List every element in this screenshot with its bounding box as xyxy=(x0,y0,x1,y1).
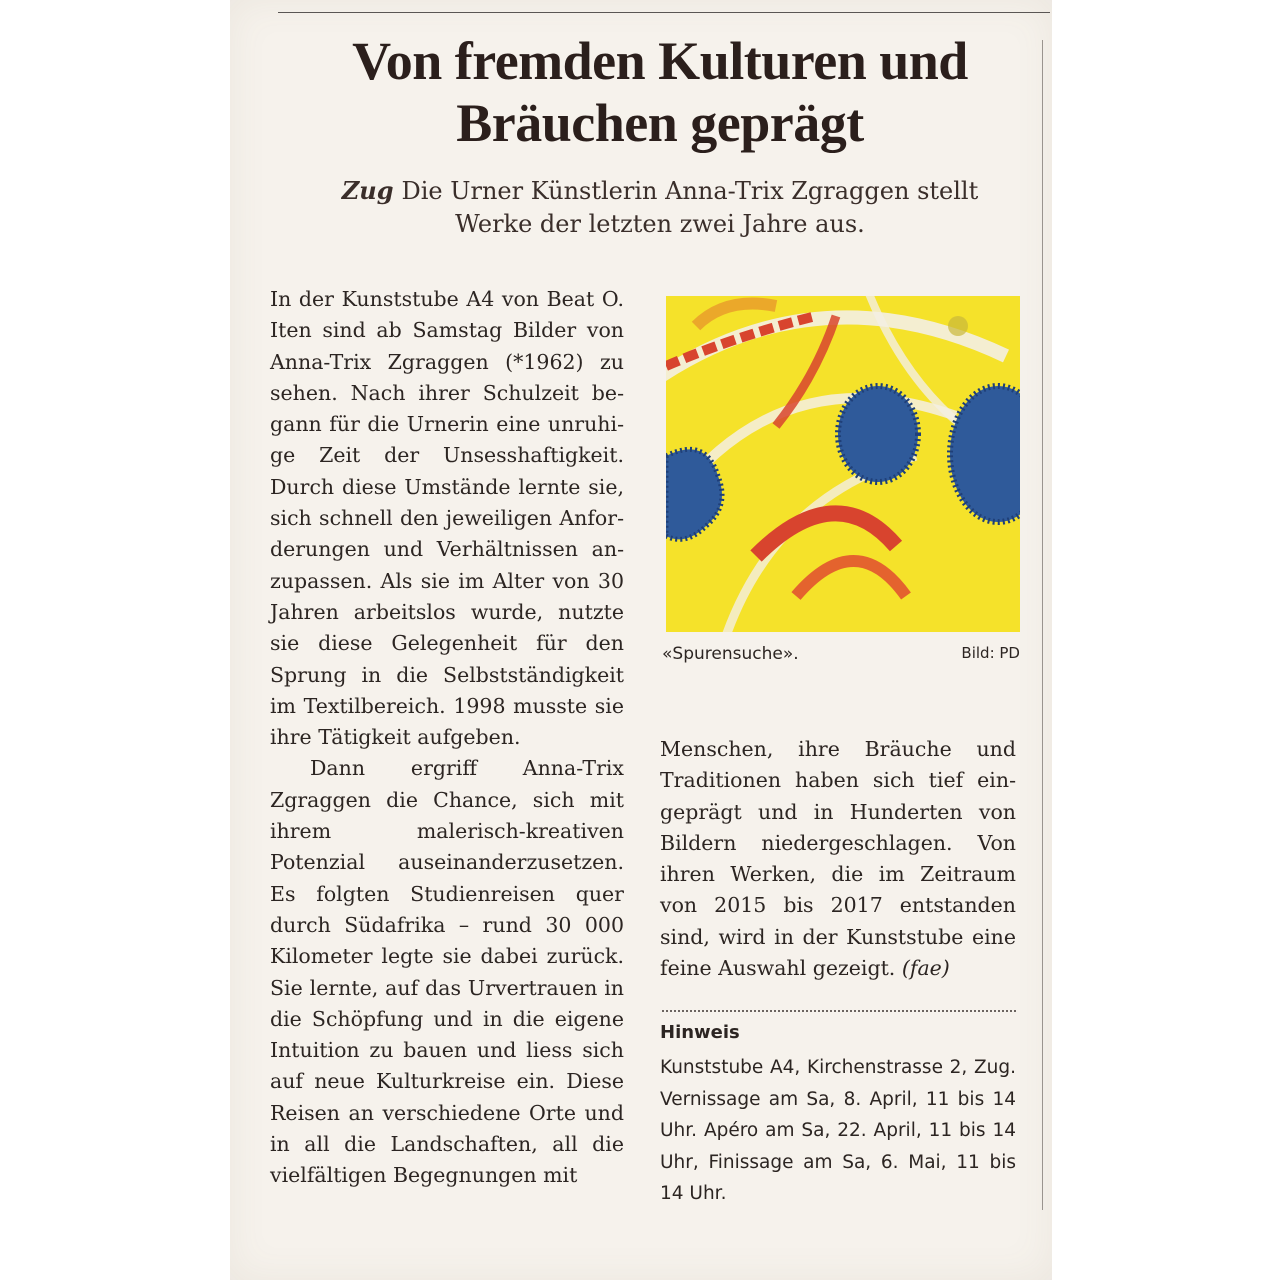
author-signature: (fae) xyxy=(901,956,950,981)
headline xyxy=(270,30,1050,154)
paragraph-1: In der Kunststube A4 von Beat O. Iten sind ab Samstag Bilder von Anna-Trix Zgraggen (*1962) zu sehen. Nach ihrer Schulzeit begann für die Urnerin eine unruhige Zeit der Unsesshaftigkeit. Durch diese Umstände lernte sie, sich schnell den jeweiligen Anforderungen und Verhältnissen anzupassen. Als sie im Alter von 30 Jahren arbeitslos wurde, nutzte sie diese Gelegenheit für den Sprung in die Selbstständigkeit im Textilbereich. 1998 musste sie ihre Tätigkeit aufgeben. xyxy=(270,287,624,750)
image-caption xyxy=(662,644,1020,668)
headline-line-2: Bräuchen geprägt xyxy=(456,93,864,153)
artwork-dot xyxy=(948,316,968,336)
lead-place: Zug xyxy=(341,176,394,205)
lead-text xyxy=(270,174,1050,241)
lead-line-2: Werke der letzten zwei Jahre aus. xyxy=(455,210,865,238)
artwork-blue-form-1 xyxy=(838,386,918,482)
note-body: Kunststube A4, Kirchenstrasse 2, Zug. Vernissage am Sa, 8. April, 11 bis 14 Uhr. Apéro am Sa, 22. April, 11 bis 14 Uhr, Finissage am Sa, 6. Mai, 11 bis 14 Uhr. xyxy=(660,1057,1016,1204)
caption-credit: Bild: PD xyxy=(961,644,1020,662)
paragraph-3-text: Menschen, ihre Bräuche und Traditionen haben sich tief eingeprägt und in Hunderten von Bildern niedergeschlagen. Von ihren Werken, die im Zeitraum von 2015 bis 2017 entstanden sind, wird in der Kunststube eine feine Auswahl gezeigt. xyxy=(660,737,1016,981)
caption-title: «Spurensuche». xyxy=(662,644,799,664)
newspaper-clipping xyxy=(230,0,1052,1280)
paragraph-2: Dann ergriff Anna-Trix Zgraggen die Chance, sich mit ihrem malerisch-kreativen Potenzial auseinanderzusetzen. Es folgten Studienreisen quer durch Südafrika – rund 30 000 Kilometer legte sie dabei zurück. Sie lernte, auf das Urvertrauen in die Schöpfung und in die eigene Intuition zu bauen und liess sich auf neue Kulturkreise ein. Diese Reisen an verschiedene Orte und in all die Landschaften, all die vielfältigen Begegnungen mit xyxy=(270,756,624,1188)
right-column xyxy=(660,734,1016,984)
headline-line-1: Von fremden Kulturen und xyxy=(352,31,968,91)
note-title: Hinweis xyxy=(660,1022,740,1043)
dotted-separator xyxy=(662,1010,1016,1012)
top-rule xyxy=(278,12,1050,13)
paragraph-3 xyxy=(660,734,1016,984)
lead-line-1: Die Urner Künstlerin Anna-Trix Zgraggen stellt xyxy=(401,177,979,205)
artwork-image xyxy=(666,296,1020,632)
left-column xyxy=(270,284,624,1192)
